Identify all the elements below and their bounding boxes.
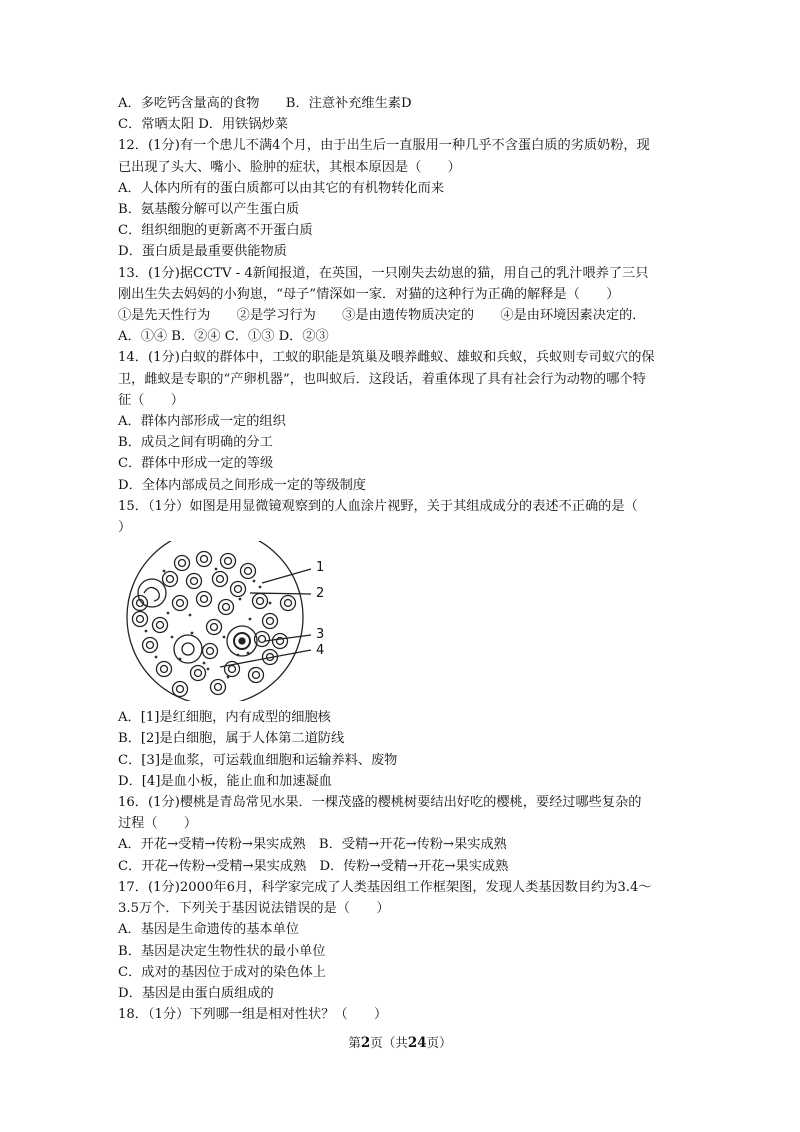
text-line: 过程（ ） xyxy=(118,816,198,832)
red-blood-cell xyxy=(241,564,256,579)
red-blood-cell xyxy=(273,634,288,649)
blood-smear-figure xyxy=(120,541,420,701)
platelet-dot xyxy=(249,618,252,621)
platelet-dot xyxy=(223,636,226,639)
red-blood-cell xyxy=(219,600,234,615)
option-b: B．氨基酸分解可以产生蛋白质 xyxy=(118,202,300,218)
red-blood-cell xyxy=(191,666,206,681)
platelet-dot xyxy=(253,580,256,583)
question-17-text: 17．(1分)2000年6月，科学家完成了人类基因组工作框架图，发现人类基因数目约为3.4～ xyxy=(118,879,652,895)
red-blood-cell xyxy=(153,618,168,633)
figure-label-2: 2 xyxy=(316,586,325,602)
red-blood-cell-center xyxy=(245,568,252,575)
option-d: D．[4]是血小板，能止血和加速凝血 xyxy=(118,773,332,789)
red-blood-cell xyxy=(163,572,178,587)
options-line: C．开花→传粉→受精→果实成熟 D．传粉→受精→开花→果实成熟 xyxy=(118,858,509,874)
option-c: C．群体中形成一定的等级 xyxy=(118,456,274,472)
red-blood-cell xyxy=(281,596,296,611)
red-blood-cell xyxy=(207,620,222,635)
option-d: D．全体内部成员之间形成一定的等级制度 xyxy=(118,477,366,493)
text-line: 征（ ） xyxy=(118,392,184,408)
red-blood-cell-center xyxy=(167,576,174,583)
red-blood-cell xyxy=(175,556,190,571)
red-blood-cell xyxy=(253,594,268,609)
red-blood-cell-center xyxy=(161,666,168,673)
footer-page-number: 2 xyxy=(360,1035,371,1051)
red-blood-cell xyxy=(213,572,228,587)
footer-prefix: 第 xyxy=(348,1035,361,1050)
red-blood-cell-center xyxy=(191,578,198,585)
red-blood-cell-center xyxy=(267,618,274,625)
option-d: D．基因是由蛋白质组成的 xyxy=(118,985,274,1001)
red-blood-cell-center xyxy=(223,604,230,611)
red-blood-cell-center xyxy=(201,596,208,603)
red-blood-cell xyxy=(197,592,212,607)
platelet-dot xyxy=(237,654,240,657)
red-blood-cell-center xyxy=(179,560,186,567)
option-a: A．人体内所有的蛋白质都可以由其它的有机物转化而来 xyxy=(118,180,445,196)
text-line: C．常晒太阳 D．用铁锅炒菜 xyxy=(118,117,288,133)
figure-label-1: 1 xyxy=(316,560,325,576)
platelet-dot xyxy=(247,652,250,655)
platelet-dot xyxy=(163,570,166,573)
text-line: 3.5万个．下列关于基因说法错误的是（ ） xyxy=(118,901,390,917)
platelet-dot xyxy=(171,636,174,639)
document-page xyxy=(118,93,688,1025)
text-line: ①是先天性行为 ②是学习行为 ③是由遗传物质决定的 ④是由环境因素决定的． xyxy=(118,308,646,324)
red-blood-cell xyxy=(203,644,218,659)
platelet-dot xyxy=(189,614,192,617)
option-a: A．[1]是红细胞，内有成型的细胞核 xyxy=(118,710,331,726)
red-blood-cell xyxy=(263,614,278,629)
red-blood-cell-center xyxy=(257,598,264,605)
red-blood-cell-center xyxy=(137,616,144,623)
option-b: B．成员之间有明确的分工 xyxy=(118,435,273,451)
red-blood-cell-center xyxy=(217,576,224,583)
platelet-dot xyxy=(203,662,206,665)
red-blood-cell-center xyxy=(253,672,260,679)
text-line: 卫，雌蚁是专职的“产卵机器”，也叫蚁后．这段话，着重体现了具有社会行为动物的哪个特 xyxy=(118,371,646,387)
red-blood-cell-center xyxy=(207,648,214,655)
red-blood-cell xyxy=(173,682,188,697)
platelet-dot xyxy=(167,612,170,615)
platelet-dot xyxy=(215,568,218,571)
option-c: C．组织细胞的更新离不开蛋白质 xyxy=(118,223,313,239)
footer-suffix: 页） xyxy=(426,1035,452,1050)
red-blood-cell-center xyxy=(285,600,292,607)
red-blood-cell-center xyxy=(229,666,236,673)
red-blood-cell-center xyxy=(201,556,208,563)
question-13-text: 13．(1分)据CCTV - 4新闻报道，在英国，一只刚失去幼崽的猫，用自己的乳汁喂养了三只 xyxy=(118,265,649,281)
option-a: A．基因是生命遗传的基本单位 xyxy=(118,922,299,938)
text-line: 刚出生失去妈妈的小狗崽，“母子”情深如一家．对猫的这种行为正确的解释是（ ） xyxy=(118,286,620,302)
option-d: D．蛋白质是最重要供能物质 xyxy=(118,244,287,260)
red-blood-cell xyxy=(143,638,158,653)
platelet-dot xyxy=(227,676,230,679)
text-line: ） xyxy=(118,520,132,536)
red-blood-cell xyxy=(231,582,246,597)
platelet-dot xyxy=(179,658,182,661)
footer-total-pages: 24 xyxy=(407,1035,427,1051)
platelet-dot xyxy=(207,668,210,671)
platelet-dot xyxy=(269,602,272,605)
red-blood-cell-center xyxy=(157,622,164,629)
red-blood-cell xyxy=(187,574,202,589)
red-blood-cell xyxy=(221,554,236,569)
option-a: A．群体内部形成一定的组织 xyxy=(118,414,286,430)
platelet-dot xyxy=(259,586,262,589)
option-b: B．[2]是白细胞，属于人体第二道防线 xyxy=(118,731,345,747)
option-c: C．成对的基因位于成对的染色体上 xyxy=(118,964,326,980)
red-blood-cell xyxy=(211,680,226,695)
red-blood-cell-center xyxy=(235,586,242,593)
red-blood-cell-center xyxy=(177,600,184,607)
red-blood-cell xyxy=(157,662,172,677)
question-14-text: 14．(1分)白蚁的群体中，工蚁的职能是筑巢及喂养雌蚁、雄蚁和兵蚁，兵蚁则专司蚁穴的保 xyxy=(118,350,655,366)
platelet-dot xyxy=(145,630,148,633)
platelet-dot xyxy=(239,598,242,601)
platelet-dot xyxy=(155,656,158,659)
text-line: 已出现了头大、嘴小、脸肿的症状，其根本原因是（ ） xyxy=(118,159,461,175)
question-18-text: 18．（1分）下列哪一组是相对性状？（ ） xyxy=(118,1007,388,1023)
red-blood-cell xyxy=(133,612,148,627)
red-blood-cell-center xyxy=(177,686,184,693)
red-blood-cell-center xyxy=(195,670,202,677)
red-blood-cell-center xyxy=(211,624,218,631)
options-line: A．①④ B．②④ C．①③ D．②③ xyxy=(118,329,329,345)
question-15-text: 15．（1分）如图是用显微镜观察到的人血涂片视野，关于其组成成分的表述不正确的是（ xyxy=(118,498,638,514)
options-line: A．开花→受精→传粉→果实成熟 B．受精→开花→传粉→果实成熟 xyxy=(118,837,507,853)
red-blood-cell-center xyxy=(225,558,232,565)
red-blood-cell-center xyxy=(259,636,266,643)
platelet-dot xyxy=(191,632,194,635)
figure-label-3: 3 xyxy=(316,627,325,643)
red-blood-cell xyxy=(249,668,264,683)
red-blood-cell xyxy=(197,552,212,567)
question-12-text: 12．(1分)有一个患儿不满4个月，由于出生后一直服用一种几乎不含蛋白质的劣质奶粉，现 xyxy=(118,138,650,154)
figure-label-4: 4 xyxy=(316,643,325,659)
red-blood-cell-center xyxy=(147,642,154,649)
option-c: C．[3]是血浆，可运载血细胞和运输养料、废物 xyxy=(118,752,398,768)
page-footer xyxy=(0,1033,800,1051)
question-16-text: 16．(1分)樱桃是青岛常见水果．一棵茂盛的樱桃树要结出好吃的樱桃，要经过哪些复杂的 xyxy=(118,795,642,811)
footer-middle: 页（共 xyxy=(370,1035,408,1050)
red-blood-cell xyxy=(133,596,148,611)
red-blood-cell-center xyxy=(215,684,222,691)
blood-smear-drawing xyxy=(120,541,420,701)
option-b: B．基因是决定生物性状的最小单位 xyxy=(118,943,326,959)
red-blood-cell xyxy=(173,596,188,611)
text-line: A．多吃钙含量高的食物 B．注意补充维生素D xyxy=(118,96,412,111)
